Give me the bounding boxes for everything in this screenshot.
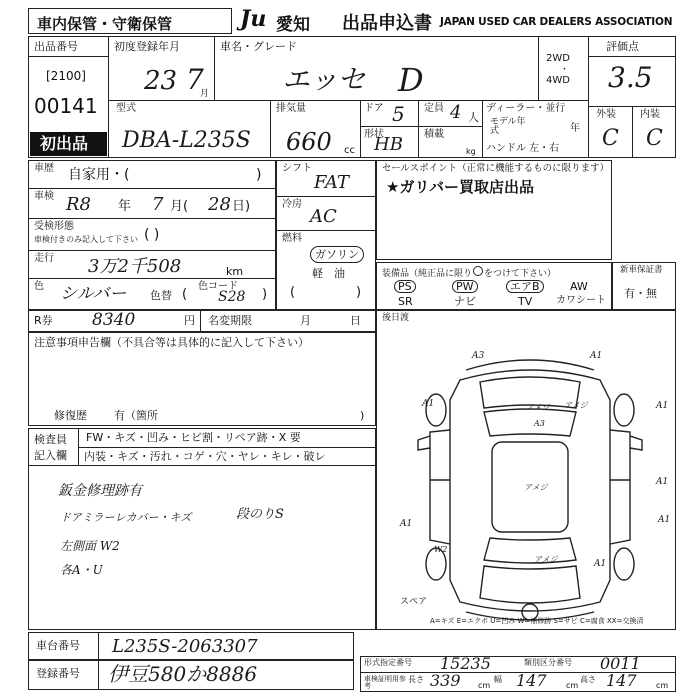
diagram-mark-right-side: アメジ <box>564 401 588 410</box>
displacement-value: 660 <box>286 128 332 156</box>
color-code: S28 <box>218 289 246 305</box>
type-value: DBA-L235S <box>122 128 251 153</box>
equipment-ps: PS <box>394 280 416 293</box>
name-change-label: 名変期限 <box>208 314 252 327</box>
inspection-day: 28 <box>208 194 231 215</box>
repair-label: 修復歴 <box>54 409 87 422</box>
diagram-mark-roof-front: アメジ <box>526 403 550 412</box>
drive-dot: ・ <box>560 65 570 75</box>
displacement-label: 排気量 <box>276 103 306 114</box>
chassis-value: L235S-2063307 <box>112 636 258 657</box>
load-label: 積載 <box>424 129 444 140</box>
mileage-value: 3万2千508 <box>88 256 182 277</box>
name-change-month: 月 <box>300 314 311 327</box>
equipment-navi: ナビ <box>454 295 476 308</box>
selling-points-block <box>376 160 612 260</box>
form-label: 形式指定番号 <box>364 658 412 667</box>
color-code-label: 色コード <box>198 281 238 292</box>
diagram-mark-a1-lower-right: A1 <box>658 515 671 525</box>
diagram-mark-a3-top: A3 <box>472 351 485 361</box>
recycle-value: 8340 <box>92 310 136 330</box>
selling-points-label: セールスポイント（正常に機能するものに限ります） <box>382 163 610 174</box>
ac-label: 冷房 <box>282 199 302 210</box>
recycle-yen: 円 <box>184 314 195 327</box>
reg-label: 初度登録年月 <box>114 40 180 53</box>
acceptance-label: 受検形態 <box>34 221 74 232</box>
inspection-day-unit: 日) <box>232 199 251 214</box>
equipment-label-head: 装備品（純正品に限り <box>382 269 473 279</box>
height-value: 147 <box>606 671 637 690</box>
lot-label: 出品番号 <box>34 40 78 53</box>
name-change-day: 日 <box>350 314 361 327</box>
diagram-mark-a1-right: A1 <box>656 401 669 411</box>
equipment-airbag: エアB <box>506 280 544 293</box>
diagram-mark-a1-top-right: A1 <box>590 351 603 361</box>
diagram-mark-a1-rear-right: A1 <box>594 559 607 569</box>
right-note: 段のりS <box>236 507 284 522</box>
equipment-label-tail: をつけて下さい） <box>484 269 557 279</box>
name-label: 車名・グレード <box>220 40 297 53</box>
shape-value: HB <box>374 134 403 155</box>
equipment-tv: TV <box>518 295 533 308</box>
height-unit: cm <box>656 681 669 690</box>
form-title: 出品申込書 <box>342 13 432 34</box>
acceptance-note: 車検付きのみ記入して下さい <box>34 235 138 244</box>
fuel-label: 燃料 <box>282 233 302 244</box>
exterior-label: 外装 <box>596 109 616 120</box>
warranty-options: 有・無 <box>624 287 657 300</box>
color-open-paren: ( <box>182 287 188 302</box>
mileage-label: 走行 <box>34 253 54 264</box>
shift-label: シフト <box>282 163 312 174</box>
diagram-mark-a3-windshield: A3 <box>534 419 545 428</box>
doors-label: ドア <box>364 103 384 114</box>
usage-close: ) <box>256 167 262 183</box>
diagram-mark-a1-lower-left: A1 <box>400 519 413 529</box>
shift-value: FAT <box>314 172 349 193</box>
note-line-2: ドアミラーレカバー・キズ <box>60 511 192 524</box>
repair-close: ) <box>360 409 365 422</box>
color-change-label: 色替 <box>150 289 172 302</box>
ref-label: 車検証明用参考 <box>364 675 406 690</box>
class-label: 類別区分番号 <box>524 658 572 667</box>
shape-label: 形状 <box>364 129 384 140</box>
reg-month-unit: 月 <box>200 89 210 99</box>
lot-number: 00141 <box>34 94 98 118</box>
equipment-sr: SR <box>398 295 413 308</box>
color-value: シルバー <box>60 284 127 304</box>
score-label: 評価点 <box>606 40 639 53</box>
selling-points-value: ★ガリバー買取店出品 <box>386 178 534 196</box>
note-line-4: 各A・U <box>60 563 103 577</box>
storage-text: 車内保管・守衛保管 <box>37 15 173 33</box>
first-listing-label: 初出品 <box>40 134 89 153</box>
reg-month: 7 <box>186 63 204 96</box>
inspector-label-2: 記入欄 <box>34 449 67 462</box>
color-close-paren: ) <box>262 287 268 302</box>
capacity-value: 4 <box>450 102 462 123</box>
height-label: 高さ <box>580 675 596 684</box>
width-value: 147 <box>516 671 547 690</box>
kg-unit: kg <box>466 147 476 156</box>
reg-year: 23 <box>144 66 178 96</box>
mileage-unit: km <box>226 265 244 278</box>
equipment-label <box>382 266 556 279</box>
length-label: 長さ <box>408 675 424 684</box>
repair-value: 有（箇所 <box>114 409 158 422</box>
length-value: 339 <box>430 671 461 690</box>
inspection-month-unit: 月( <box>170 199 189 214</box>
storage-header <box>28 8 232 34</box>
interior-grade: C <box>646 126 663 151</box>
recycle-row <box>28 310 376 332</box>
fuel-gasoline: ガソリン <box>310 246 364 263</box>
diagram-mark-w2: W2 <box>434 545 448 554</box>
inspection-era: R8 <box>66 194 92 215</box>
recycle-label: R券 <box>34 314 53 327</box>
inspection-label: 車検 <box>34 191 54 202</box>
form-value: 15235 <box>440 654 491 673</box>
diagram-mark-a1-left: A1 <box>422 399 435 409</box>
usage-label: 車歴 <box>34 163 54 174</box>
chassis-label: 車台番号 <box>36 639 80 652</box>
note-line-1: 鈑金修理跡有 <box>58 483 142 499</box>
model-year-unit: 年 <box>570 123 580 134</box>
diagram-mark-roof-mid: アメジ <box>524 483 548 492</box>
model-year-label: モデル年式 <box>490 117 526 136</box>
logo-region: 愛知 <box>276 15 310 35</box>
diagram-mark-a1-mid-right: A1 <box>656 477 669 487</box>
interior-label: 内装 <box>640 109 660 120</box>
notes-label: 注意事項申告欄（不具合等は具体的に記入して下さい） <box>34 336 309 349</box>
acceptance-paren: ( ) <box>144 227 160 243</box>
color-label: 色 <box>34 281 44 292</box>
cc-unit: cc <box>344 145 355 156</box>
capacity-unit: 人 <box>468 111 479 124</box>
drive-4wd: 4WD <box>546 75 570 86</box>
damage-legend: A=キズ E=エクボ U=凹み W=補修跡 S=サビ C=腐食 XX=交換済 <box>430 617 644 625</box>
type-label: 型式 <box>116 103 136 114</box>
inspection-year-unit: 年 <box>118 199 132 214</box>
association-name: JAPAN USED CAR DEALERS ASSOCIATION <box>440 16 673 28</box>
handle-label: ハンドル 左・右 <box>486 143 560 154</box>
spare-label: スペア <box>400 597 428 607</box>
length-unit: cm <box>478 681 491 690</box>
equipment-pw: PW <box>452 280 478 293</box>
equipment-aw: AW <box>570 280 588 293</box>
ju-logo: Ju <box>240 6 267 32</box>
ac-value: AC <box>310 206 337 227</box>
usage-value: 自家用・( <box>68 167 130 183</box>
capacity-label: 定員 <box>424 103 444 114</box>
circle-mark-icon <box>473 266 483 276</box>
car-name: エッセ <box>282 63 366 96</box>
registration-label: 登録番号 <box>36 667 80 680</box>
drive-2wd: 2WD <box>546 53 570 64</box>
inspector-row-2: 内装・キズ・汚れ・コゲ・穴・ヤレ・キレ・破レ <box>84 450 326 463</box>
inspector-label-1: 検査員 <box>34 433 67 446</box>
equipment-seat: カワシート <box>556 295 606 306</box>
exterior-grade: C <box>602 126 619 151</box>
fuel-close-paren: ) <box>356 285 362 300</box>
class-value: 0011 <box>600 654 641 673</box>
width-unit: cm <box>566 681 579 690</box>
score-value: 3.5 <box>608 61 653 94</box>
fuel-diesel: 軽 油 <box>312 267 345 280</box>
inspector-row-1: FW・キズ・凹み・ヒビ割・リペア跡・X 要 <box>86 431 301 444</box>
fuel-open-paren: ( <box>290 285 296 300</box>
lot-prefix: [2100] <box>46 69 86 83</box>
doors-value: 5 <box>392 102 405 126</box>
car-grade: D <box>398 61 424 99</box>
diagram-mark-rear: アメジ <box>534 555 558 564</box>
inspection-month: 7 <box>152 194 164 215</box>
registration-value: 伊豆580か8886 <box>108 662 258 686</box>
width-label: 幅 <box>494 675 502 684</box>
dealer-label: ディーラー・並行 <box>486 103 566 114</box>
note-line-3: 左側面 W2 <box>60 539 120 553</box>
warranty-label: 新車保証書 <box>620 265 663 275</box>
back-delivery-label: 後日渡 <box>382 313 410 323</box>
